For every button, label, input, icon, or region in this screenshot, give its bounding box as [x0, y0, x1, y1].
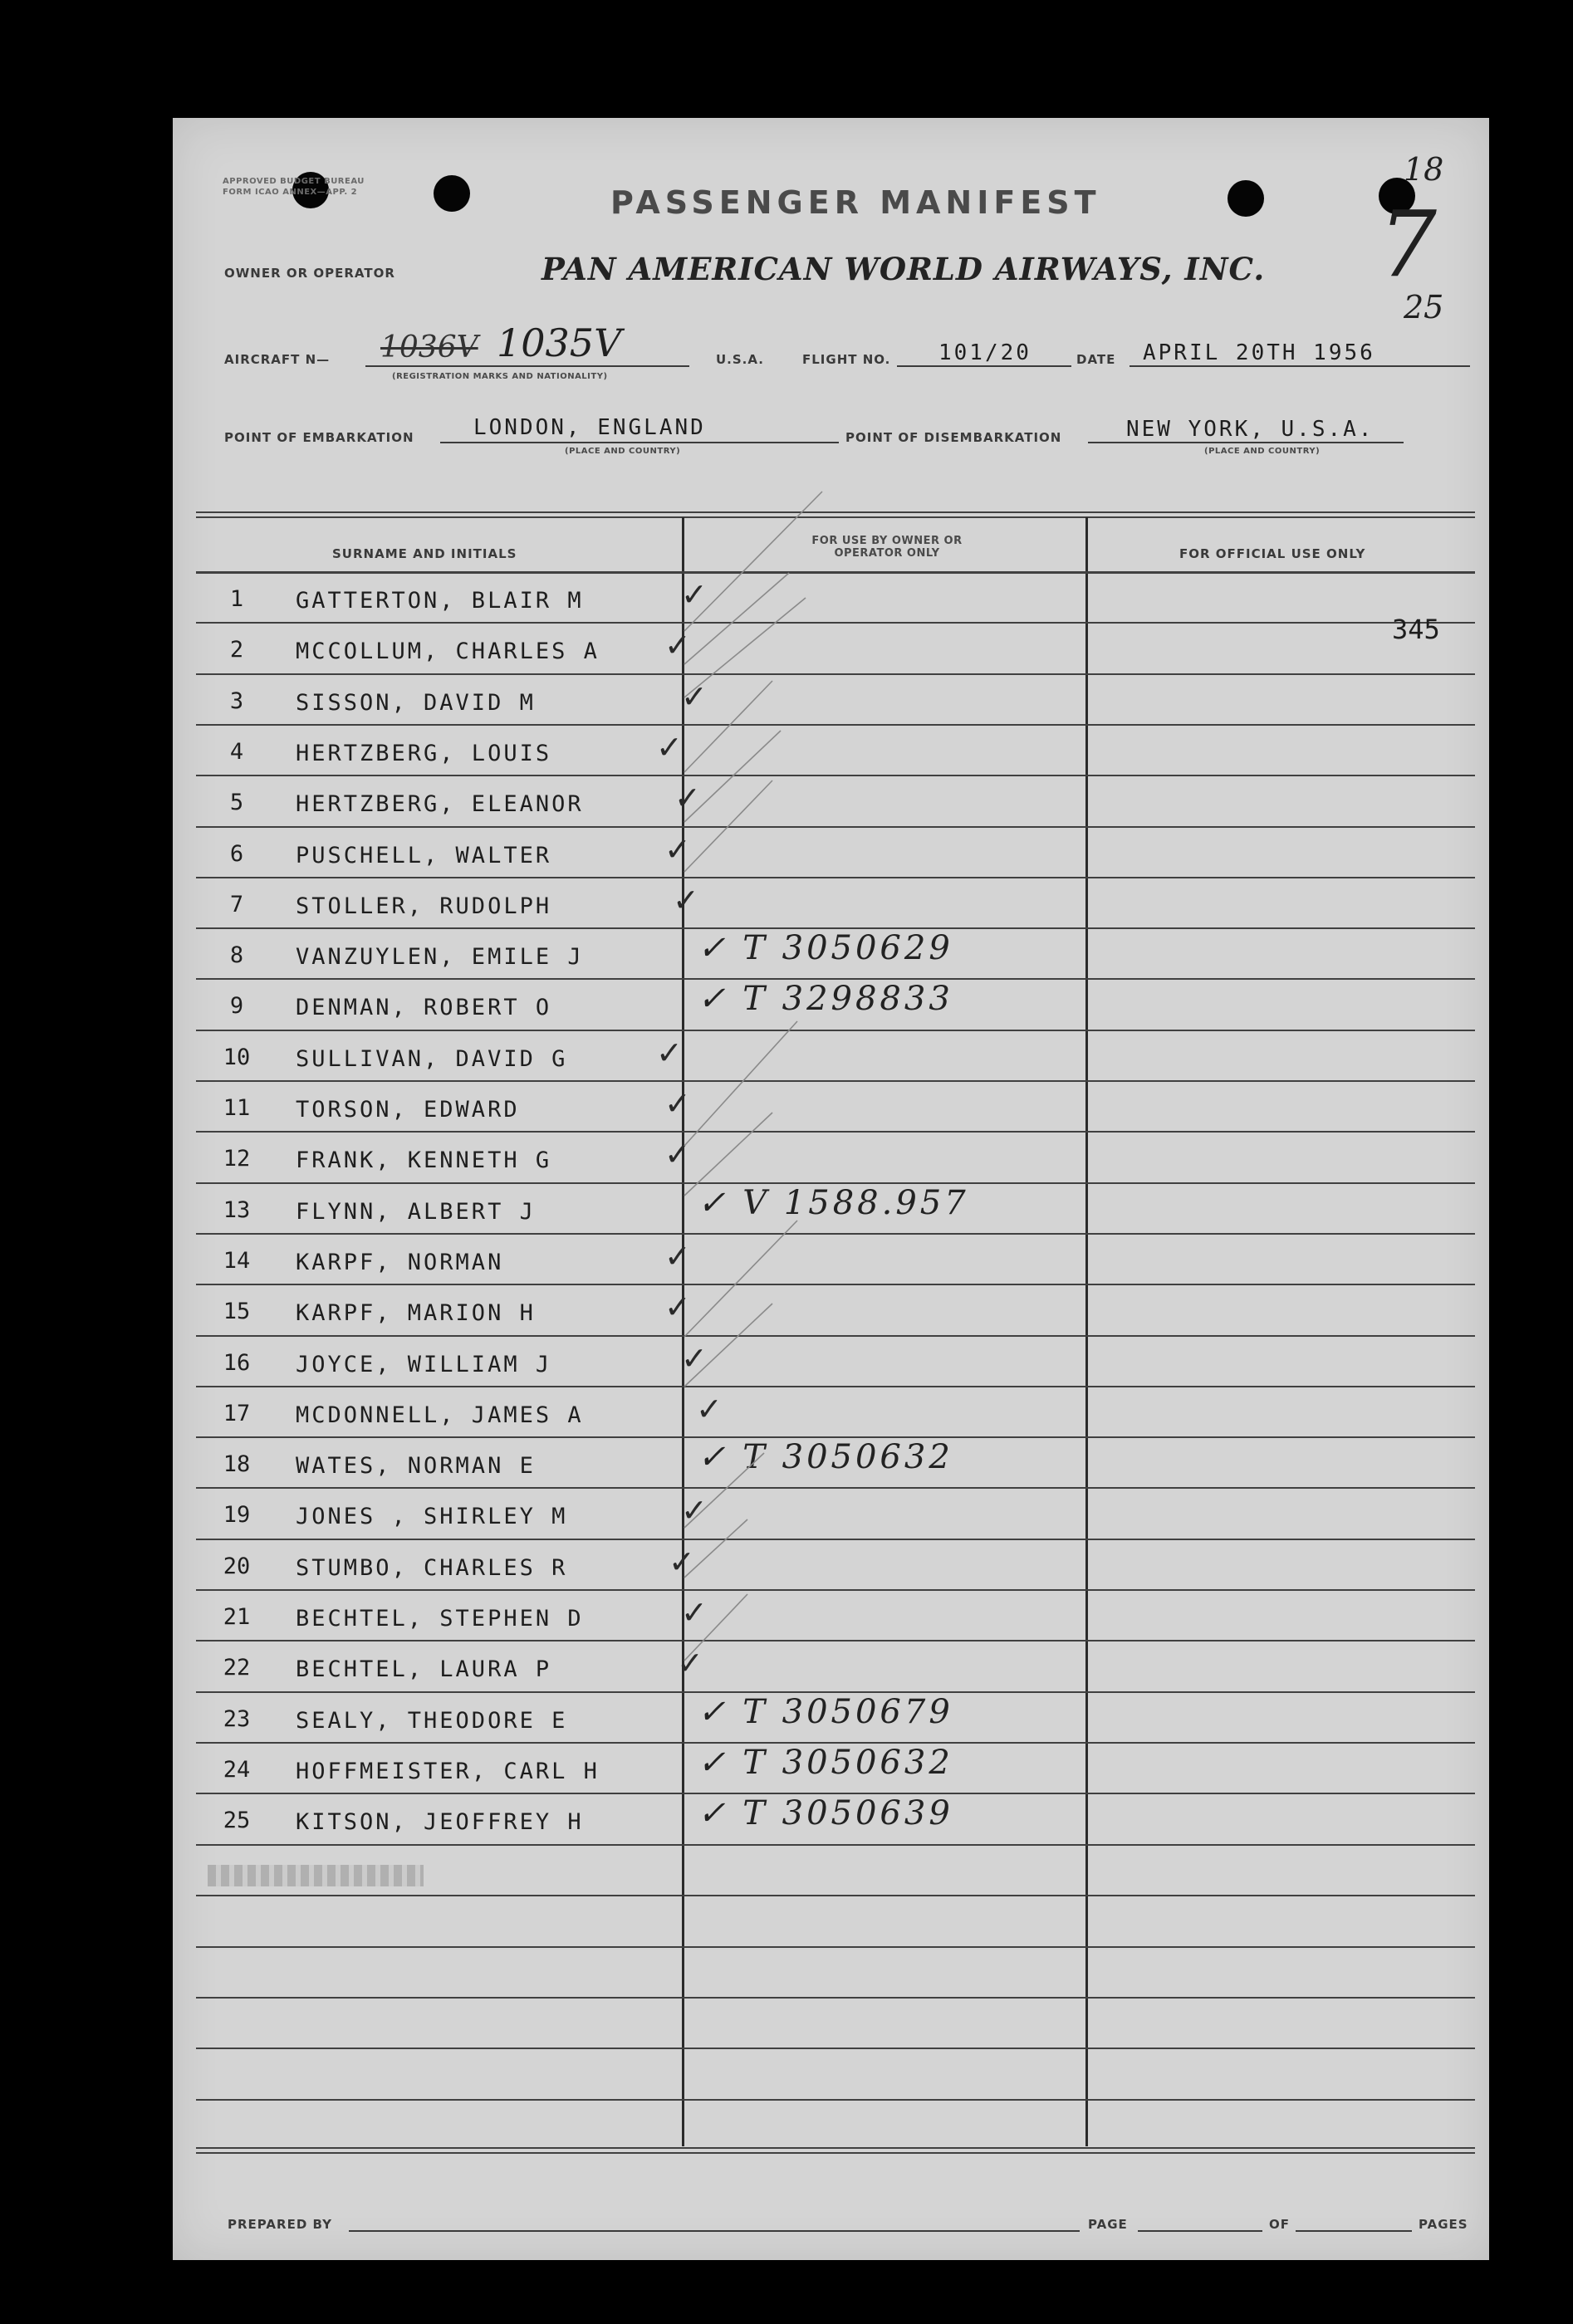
passenger-name: JONES , SHIRLEY M	[296, 1504, 568, 1529]
aircraft-struck: 1036V	[380, 330, 478, 365]
check-mark-icon: ✓	[669, 1544, 695, 1580]
aircraft-label: AIRCRAFT N—	[224, 352, 331, 367]
row-number: 19	[223, 1502, 251, 1528]
embark-sublabel: (PLACE AND COUNTRY)	[565, 447, 681, 456]
disembark-label: POINT OF DISEMBARKATION	[845, 430, 1062, 445]
check-mark-icon: ✓	[681, 678, 708, 715]
flight-number: 101/20	[938, 340, 1032, 365]
row-number: 10	[223, 1045, 251, 1070]
row-number: 12	[223, 1146, 251, 1172]
row-rule	[196, 1997, 1475, 1999]
check-mark-icon: ✓	[664, 831, 691, 868]
row-rule	[196, 1946, 1475, 1948]
check-mark-icon: ✓	[681, 1340, 708, 1377]
passenger-name: HOFFMEISTER, CARL H	[296, 1759, 600, 1784]
check-mark-icon: ✓	[664, 1136, 691, 1172]
disembark-sublabel: (PLACE AND COUNTRY)	[1204, 447, 1321, 456]
date-label: DATE	[1076, 352, 1116, 367]
row-number: 2	[229, 637, 244, 663]
corner-note-bottom: 25	[1404, 289, 1444, 325]
embark-place: LONDON, ENGLAND	[473, 415, 706, 440]
row-number: 11	[223, 1095, 251, 1121]
check-mark-icon: ✓	[656, 729, 683, 766]
ticket-note: ✓ T 3050632	[698, 1438, 953, 1476]
table-bottom-rule	[196, 2147, 1475, 2149]
check-mark-icon: ✓	[664, 1085, 691, 1122]
passenger-name: STUMBO, CHARLES R	[296, 1555, 568, 1581]
passenger-name: KITSON, JEOFFREY H	[296, 1809, 584, 1835]
row-number: 1	[229, 586, 244, 612]
form-title: PASSENGER MANIFEST	[610, 184, 1101, 221]
row-number: 4	[229, 739, 244, 765]
owner-label: OWNER OR OPERATOR	[224, 266, 395, 281]
passenger-name: STOLLER, RUDOLPH	[296, 893, 552, 919]
passenger-name: DENMAN, ROBERT O	[296, 995, 552, 1020]
passenger-name: PUSCHELL, WALTER	[296, 843, 552, 868]
row-number: 7	[229, 892, 244, 917]
passenger-name: SULLIVAN, DAVID G	[296, 1046, 568, 1072]
row-number: 8	[229, 942, 244, 968]
ticket-note: ✓ T 3298833	[698, 980, 953, 1018]
disembark-place: NEW YORK, U.S.A.	[1126, 417, 1375, 442]
row-number: 6	[229, 841, 244, 867]
operator-name: PAN AMERICAN WORLD AIRWAYS, INC.	[541, 251, 1266, 287]
row-number: 16	[223, 1350, 251, 1376]
of-underline	[1296, 2230, 1412, 2232]
check-mark-icon: ✓	[681, 1594, 708, 1631]
row-number: 24	[223, 1757, 251, 1783]
passenger-name: SISSON, DAVID M	[296, 690, 536, 716]
embark-label: POINT OF EMBARKATION	[224, 430, 414, 445]
passenger-name: HERTZBERG, ELEANOR	[296, 791, 584, 817]
flight-label: FLIGHT NO.	[802, 352, 891, 367]
row-number: 22	[223, 1655, 251, 1681]
passenger-name: MCCOLLUM, CHARLES A	[296, 638, 600, 664]
ticket-note: ✓ T 3050632	[698, 1744, 953, 1782]
row-number: 9	[229, 993, 244, 1019]
row-number: 21	[223, 1604, 251, 1630]
col-header-official: FOR OFFICIAL USE ONLY	[1179, 546, 1366, 561]
col-header-operator: FOR USE BY OWNER OR OPERATOR ONLY	[811, 535, 963, 560]
check-mark-icon: ✓	[656, 1035, 683, 1071]
official-entry: 345	[1392, 614, 1440, 645]
corner-note-top: 18	[1404, 151, 1444, 188]
row-number: 20	[223, 1553, 251, 1579]
smudged-stamp	[208, 1865, 424, 1886]
passenger-name: BECHTEL, LAURA P	[296, 1656, 552, 1682]
aircraft-sublabel: (REGISTRATION MARKS AND NATIONALITY)	[392, 372, 608, 381]
ticket-note: ✓ V 1588.957	[698, 1184, 969, 1222]
row-number: 18	[223, 1451, 251, 1477]
passenger-name: VANZUYLEN, EMILE J	[296, 944, 584, 970]
check-mark-icon: ✓	[681, 576, 708, 613]
ticket-note: ✓ T 3050639	[698, 1794, 953, 1832]
row-number: 3	[229, 688, 244, 714]
pages-label: PAGES	[1419, 2217, 1468, 2232]
nationality: U.S.A.	[716, 352, 764, 367]
row-number: 23	[223, 1706, 251, 1732]
row-number: 17	[223, 1401, 251, 1426]
passenger-name: SEALY, THEODORE E	[296, 1708, 568, 1734]
corner-note-mid: 7	[1379, 191, 1437, 297]
of-label: OF	[1269, 2217, 1290, 2232]
check-mark-icon: ✓	[673, 882, 699, 918]
passenger-name: BECHTEL, STEPHEN D	[296, 1606, 584, 1632]
prepared-by-label: PREPARED BY	[228, 2217, 332, 2232]
check-mark-icon: ✓	[681, 1492, 708, 1529]
row-number: 5	[229, 790, 244, 815]
passenger-name: TORSON, EDWARD	[296, 1097, 520, 1123]
passenger-name: MCDONNELL, JAMES A	[296, 1402, 584, 1428]
ticket-note: ✓ T 3050679	[698, 1693, 953, 1731]
table-bottom-rule	[196, 2152, 1475, 2154]
check-mark-icon: ✓	[696, 1391, 723, 1427]
col-header-name: SURNAME AND INITIALS	[332, 546, 517, 561]
check-mark-icon: ✓	[664, 1289, 691, 1325]
passenger-name: FLYNN, ALBERT J	[296, 1199, 536, 1225]
aircraft-number: 1035V	[497, 320, 622, 365]
check-mark-icon: ✓	[664, 627, 691, 663]
check-mark-icon: ✓	[677, 1645, 703, 1681]
page-underline	[1138, 2230, 1262, 2232]
page-label: PAGE	[1088, 2217, 1128, 2232]
row-rule	[196, 2048, 1475, 2049]
passenger-name: KARPF, MARION H	[296, 1300, 536, 1326]
row-rule	[196, 1844, 1475, 1846]
passenger-name: FRANK, KENNETH G	[296, 1147, 552, 1173]
ticket-note: ✓ T 3050629	[698, 929, 953, 967]
row-number: 13	[223, 1197, 251, 1223]
row-number: 25	[223, 1808, 251, 1833]
row-number: 14	[223, 1248, 251, 1274]
row-number: 15	[223, 1299, 251, 1324]
passenger-name: KARPF, NORMAN	[296, 1250, 504, 1275]
passenger-name: GATTERTON, BLAIR M	[296, 588, 584, 614]
check-mark-icon: ✓	[664, 1238, 691, 1275]
passenger-name: JOYCE, WILLIAM J	[296, 1352, 552, 1377]
passenger-name: HERTZBERG, LOUIS	[296, 741, 552, 766]
row-rule	[196, 2099, 1475, 2101]
passenger-name: WATES, NORMAN E	[296, 1453, 536, 1479]
row-rule	[196, 1895, 1475, 1896]
check-mark-icon: ✓	[674, 780, 701, 816]
flight-date: APRIL 20TH 1956	[1143, 340, 1375, 365]
prepared-by-underline	[349, 2230, 1080, 2232]
approval-stamp: APPROVED BUDGET BUREAU FORM ICAO ANNEX—APP. 2	[223, 177, 365, 197]
